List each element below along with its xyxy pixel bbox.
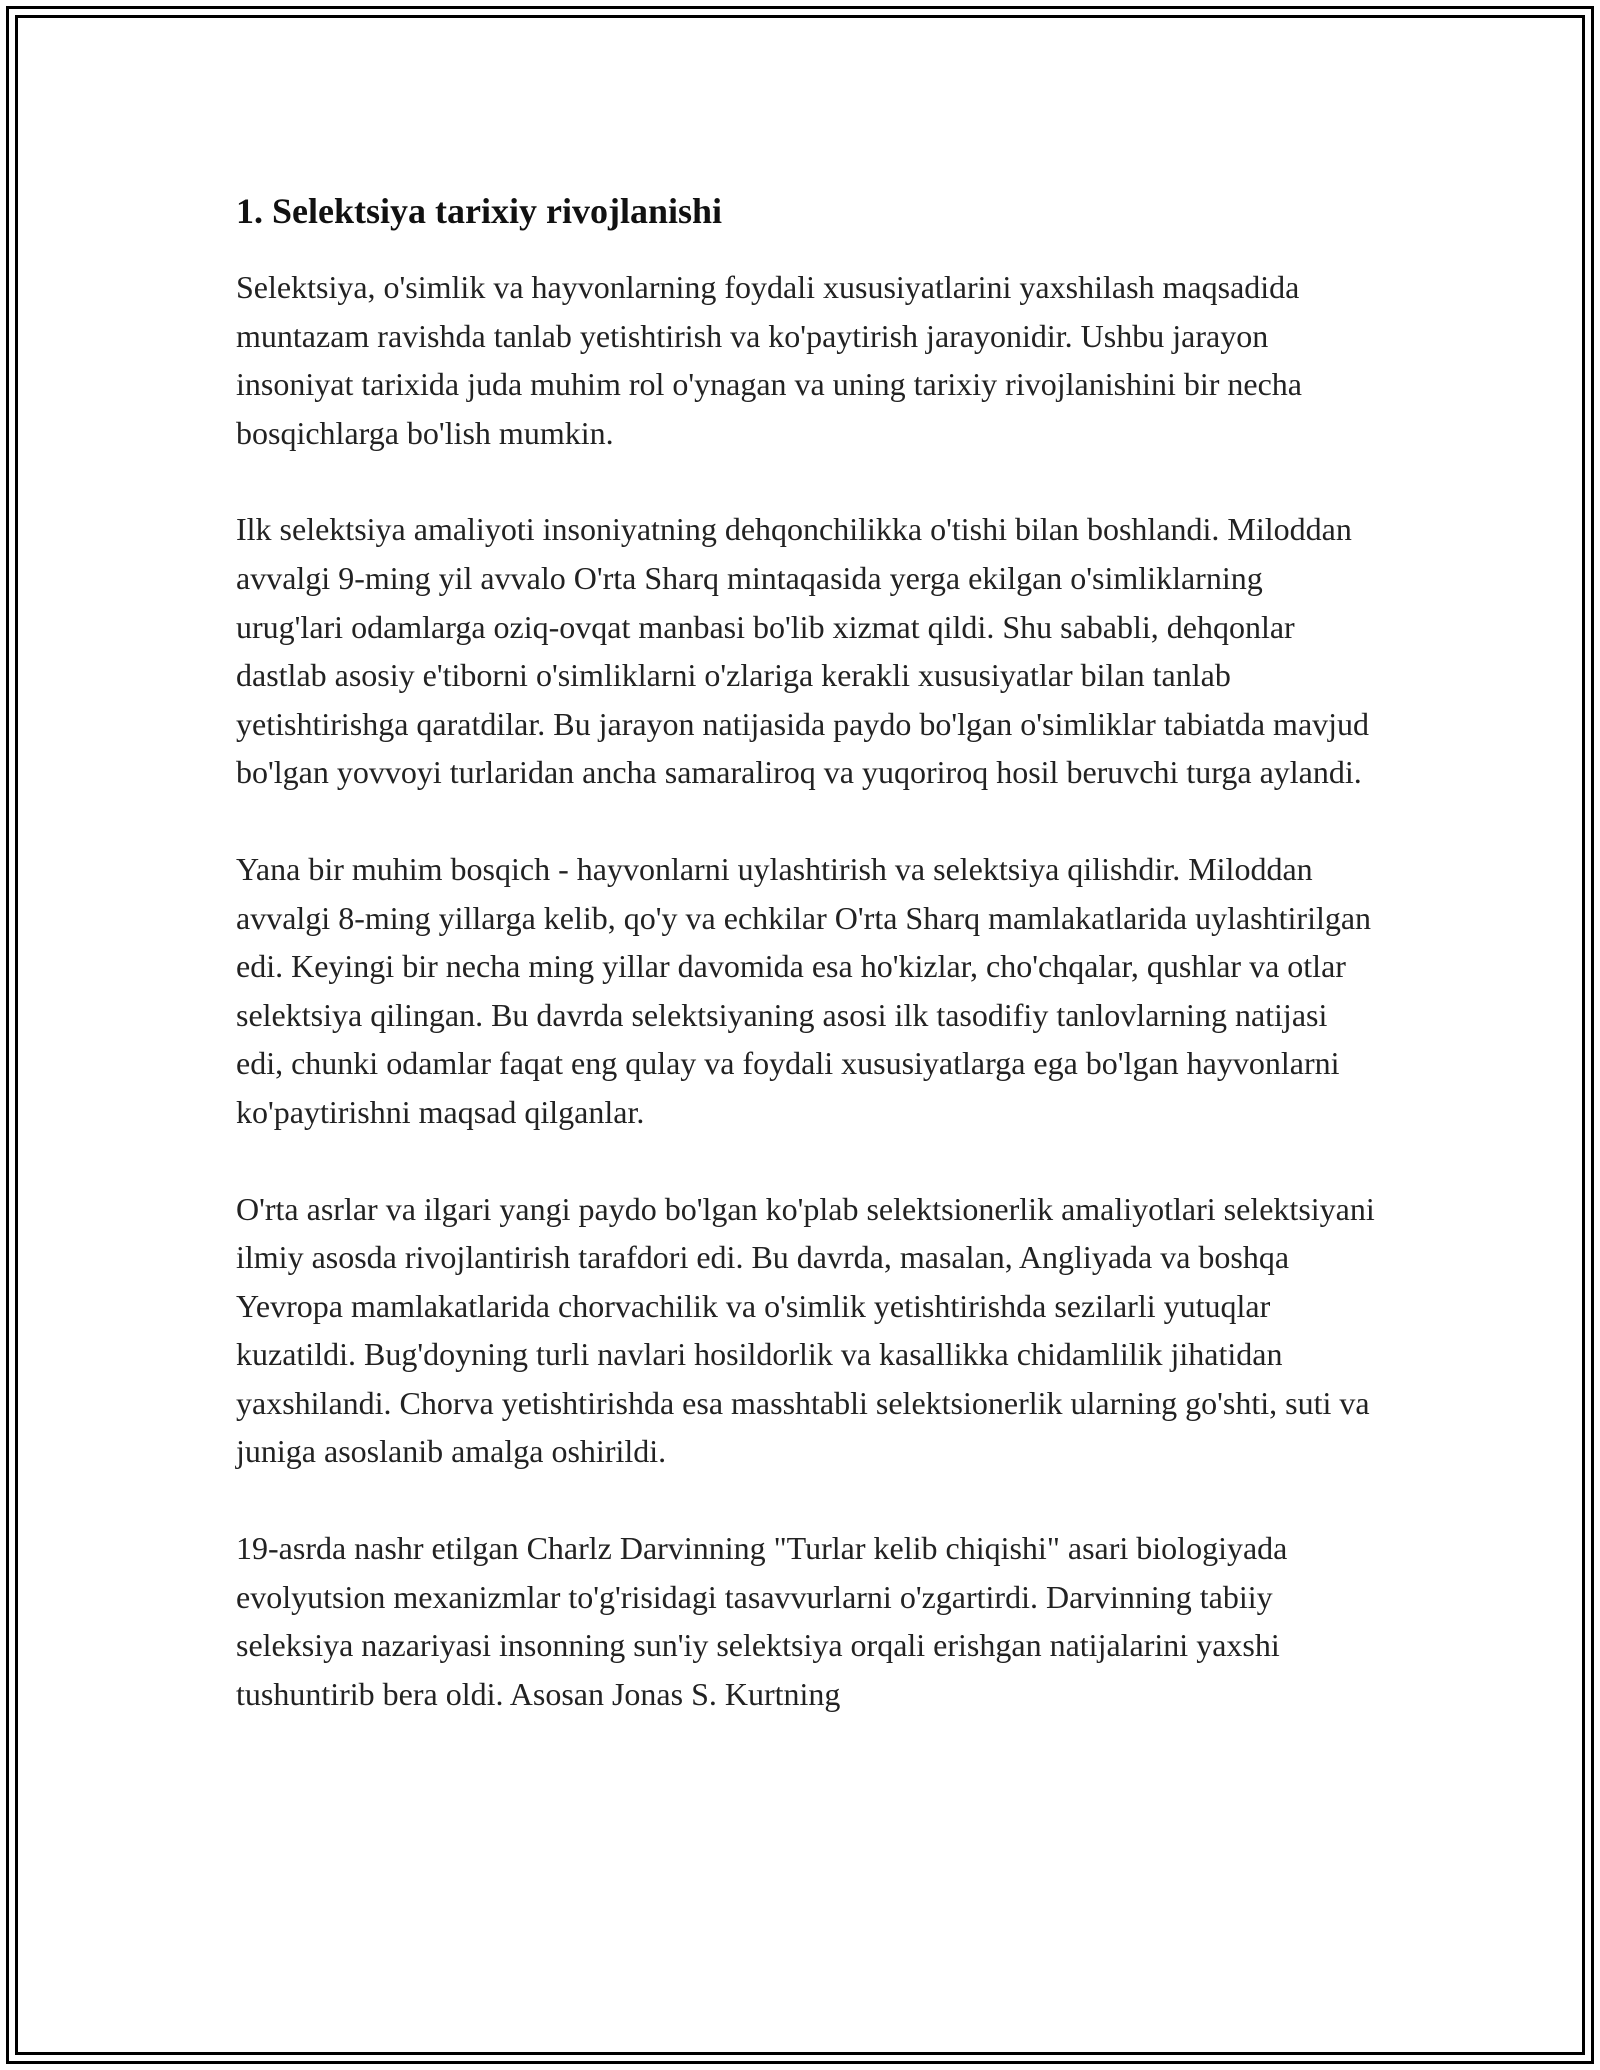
document-body: [236, 185, 1376, 1766]
paragraph-animal-domestication: Yana bir muhim bosqich - hayvonlarni uylashtirish va selektsiya qilishdir. Miloddan avvalgi 8-ming yillarga kelib, qo'y va echkilar O'rta Sharq mamlakatlarida uylashtirilgan edi. Keyingi bir necha ming yillar davomida esa ho'kizlar, cho'chqalar, qushlar va otlar selektsiya qilingan. Bu davrda selektsiyaning asosi ilk tasodifiy tanlovlarning natijasi edi, chunki odamlar faqat eng qulay va foydali xususiyatlarga ega bo'lgan hayvonlarni ko'paytirishni maqsad qilganlar.: [236, 850, 1372, 1130]
paragraph-early-agriculture: Ilk selektsiya amaliyoti insoniyatning dehqonchilikka o'tishi bilan boshlandi. Miloddan avvalgi 9-ming yil avvalo O'rta Sharq mintaqasida yerga ekilgan o'simliklarning urug'lari odamlarga oziq-ovqat manbasi bo'lib xizmat qildi. Shu sababli, dehqonlar dastlab asosiy e'tiborni o'simliklarni o'zlariga kerakli xususiyatlar bilan tanlab yetishtirishga qaratdilar. Bu jarayon natijasida paydo bo'lgan o'simliklar tabiatda mavjud bo'lgan yovvoyi turlaridan ancha samaraliroq va yuqoriroq hosil beruvchi turga aylandi.: [236, 511, 1370, 791]
paragraph-darwin: 19-asrda nashr etilgan Charlz Darvinning "Turlar kelib chiqishi" asari biologiyada evolyutsion mexanizmlar to'g'risidagi tasavvurlarni o'zgartirdi. Darvinning tabiiy seleksiya nazariyasi insonning sun'iy selektsiya orqali erishgan natijalarini yaxshi tushuntirib bera oldi. Asosan Jonas S. Kurtning: [236, 1530, 1288, 1712]
paragraph-definition: Selektsiya, o'simlik va hayvonlarning foydali xususiyatlarini yaxshilash maqsadida muntazam ravishda tanlab yetishtirish va ko'paytirish jarayonidir. Ushbu jarayon insoniyat tarixida juda muhim rol o'ynagan va uning tarixiy rivojlanishini bir necha bosqichlarga bo'lish mumkin.: [236, 269, 1302, 451]
section-heading: 1. Selektsiya tarixiy rivojlanishi: [236, 191, 722, 231]
paragraph-middle-ages: O'rta asrlar va ilgari yangi paydo bo'lgan ko'plab selektsionerlik amaliyotlari selektsiyani ilmiy asosda rivojlantirish tarafdori edi. Bu davrda, masalan, Angliyada va boshqa Yevropa mamlakatlarida chorvachilik va o'simlik yetishtirishda sezilarli yutuqlar kuzatildi. Bug'doyning turli navlari hosildorlik va kasallikka chidamlilik jihatidan yaxshilandi. Chorva yetishtirishda esa masshtabli selektsionerlik ularning go'shti, suti va juniga asoslanib amalga oshirildi.: [236, 1190, 1375, 1470]
